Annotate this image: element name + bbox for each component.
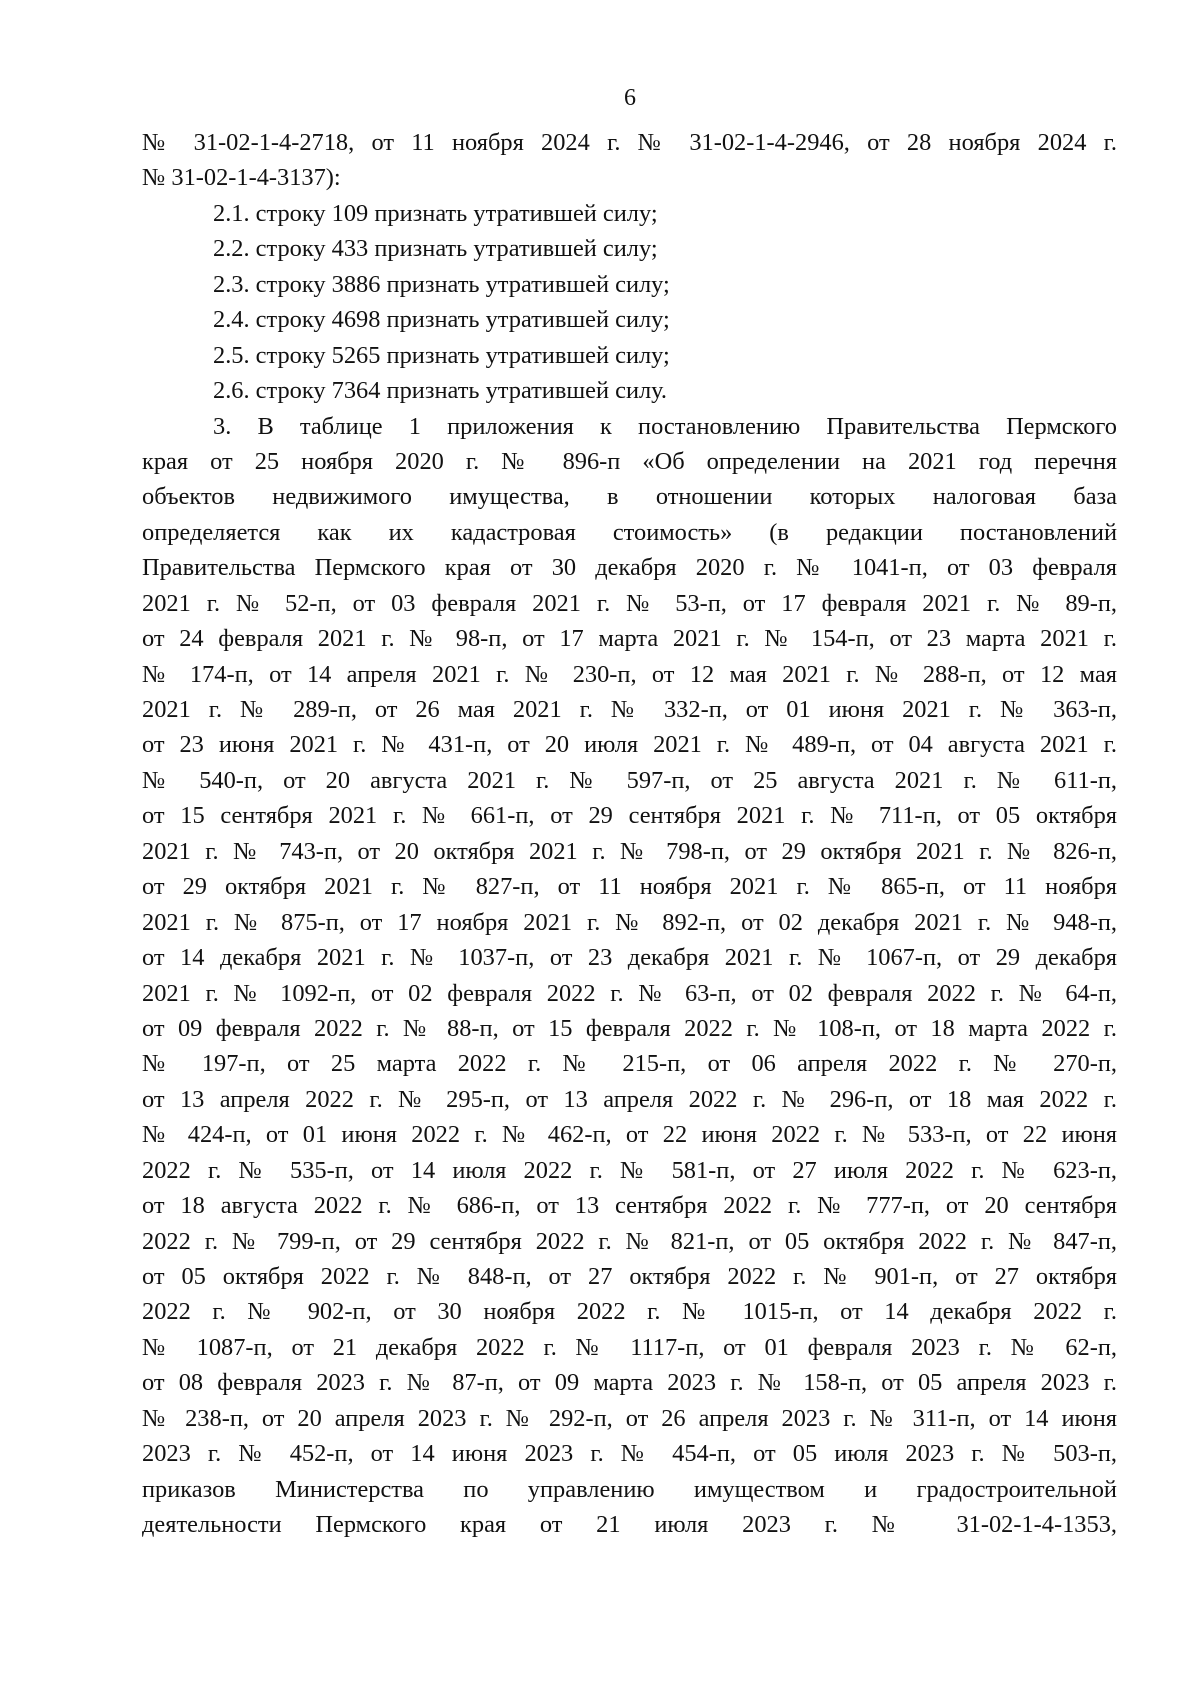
text-line: № 424-п, от 01 июня 2022 г. № 462-п, от 22 июня 2022 г. № 533-п, от 22 июня — [142, 1121, 1117, 1149]
text-line: 2021 г. № 52-п, от 03 февраля 2021 г. № 53-п, от 17 февраля 2021 г. № 89-п, — [142, 589, 1117, 617]
text-line: 3. В таблице 1 приложения к постановлению Правительства Пермского — [213, 412, 1117, 440]
text-line: № 31-02-1-4-3137): — [142, 164, 341, 192]
text-line: 2021 г. № 875-п, от 17 ноября 2021 г. № 892-п, от 02 декабря 2021 г. № 948-п, — [142, 908, 1117, 936]
text-line: от 24 февраля 2021 г. № 98-п, от 17 марта 2021 г. № 154-п, от 23 марта 2021 г. — [142, 625, 1117, 653]
text-line: от 09 февраля 2022 г. № 88-п, от 15 февраля 2022 г. № 108-п, от 18 марта 2022 г. — [142, 1014, 1117, 1042]
text-line: края от 25 ноября 2020 г. № 896-п «Об определении на 2021 год перечня — [142, 447, 1117, 475]
text-line: № 540-п, от 20 августа 2021 г. № 597-п, от 25 августа 2021 г. № 611-п, — [142, 766, 1117, 794]
text-line: от 29 октября 2021 г. № 827-п, от 11 ноября 2021 г. № 865-п, от 11 ноября — [142, 873, 1117, 901]
text-line: от 15 сентября 2021 г. № 661-п, от 29 сентября 2021 г. № 711-п, от 05 октября — [142, 802, 1117, 830]
text-line: определяется как их кадастровая стоимость» (в редакции постановлений — [142, 518, 1117, 546]
text-line: от 08 февраля 2023 г. № 87-п, от 09 марта 2023 г. № 158-п, от 05 апреля 2023 г. — [142, 1369, 1117, 1397]
text-line: № 238-п, от 20 апреля 2023 г. № 292-п, от 26 апреля 2023 г. № 311-п, от 14 июня — [142, 1404, 1117, 1432]
text-line: 2.3. строку 3886 признать утратившей силу; — [213, 270, 670, 298]
text-line: № 197-п, от 25 марта 2022 г. № 215-п, от 06 апреля 2022 г. № 270-п, — [142, 1050, 1117, 1078]
text-line: 2021 г. № 743-п, от 20 октября 2021 г. № 798-п, от 29 октября 2021 г. № 826-п, — [142, 837, 1117, 865]
text-line: 2022 г. № 902-п, от 30 ноября 2022 г. № 1015-п, от 14 декабря 2022 г. — [142, 1298, 1117, 1326]
text-line: 2023 г. № 452-п, от 14 июня 2023 г. № 454-п, от 05 июля 2023 г. № 503-п, — [142, 1440, 1117, 1468]
text-line: 2.4. строку 4698 признать утратившей силу; — [213, 306, 670, 334]
text-line: 2022 г. № 535-п, от 14 июля 2022 г. № 581-п, от 27 июля 2022 г. № 623-п, — [142, 1156, 1117, 1184]
text-line: № 174-п, от 14 апреля 2021 г. № 230-п, от 12 мая 2021 г. № 288-п, от 12 мая — [142, 660, 1117, 688]
page-number: 6 — [624, 85, 636, 111]
text-line: от 13 апреля 2022 г. № 295-п, от 13 апреля 2022 г. № 296-п, от 18 мая 2022 г. — [142, 1085, 1117, 1113]
text-line: от 05 октября 2022 г. № 848-п, от 27 октября 2022 г. № 901-п, от 27 октября — [142, 1263, 1117, 1290]
text-line: 2.2. строку 433 признать утратившей силу; — [213, 235, 658, 263]
text-line: приказов Министерства по управлению имуществом и градостроительной — [142, 1475, 1117, 1503]
text-line: Правительства Пермского края от 30 декабря 2020 г. № 1041-п, от 03 февраля — [142, 554, 1117, 582]
text-line: от 18 августа 2022 г. № 686-п, от 13 сентября 2022 г. № 777-п, от 20 сентября — [142, 1192, 1117, 1220]
text-line: деятельности Пермского края от 21 июля 2023 г. № 31-02-1-4-1353, — [142, 1511, 1117, 1539]
text-line: от 23 июня 2021 г. № 431-п, от 20 июля 2021 г. № 489-п, от 04 августа 2021 г. — [142, 731, 1117, 759]
text-line: объектов недвижимого имущества, в отношении которых налоговая база — [142, 483, 1117, 511]
text-line: 2021 г. № 289-п, от 26 мая 2021 г. № 332-п, от 01 июня 2021 г. № 363-п, — [142, 696, 1117, 723]
text-line: 2.5. строку 5265 признать утратившей силу; — [213, 341, 670, 369]
text-line: 2021 г. № 1092-п, от 02 февраля 2022 г. № 63-п, от 02 февраля 2022 г. № 64-п, — [142, 979, 1117, 1007]
text-line: № 1087-п, от 21 декабря 2022 г. № 1117-п, от 01 февраля 2023 г. № 62-п, — [142, 1333, 1117, 1361]
text-line: № 31-02-1-4-2718, от 11 ноября 2024 г. № 31-02-1-4-2946, от 28 ноября 2024 г. — [142, 129, 1117, 156]
text-line: 2.1. строку 109 признать утратившей силу; — [213, 199, 658, 227]
document-body — [142, 125, 1117, 1543]
text-line: 2.6. строку 7364 признать утратившей силу. — [213, 377, 668, 405]
text-line: от 14 декабря 2021 г. № 1037-п, от 23 декабря 2021 г. № 1067-п, от 29 декабря — [142, 944, 1117, 972]
text-line: 2022 г. № 799-п, от 29 сентября 2022 г. № 821-п, от 05 октября 2022 г. № 847-п, — [142, 1227, 1117, 1255]
